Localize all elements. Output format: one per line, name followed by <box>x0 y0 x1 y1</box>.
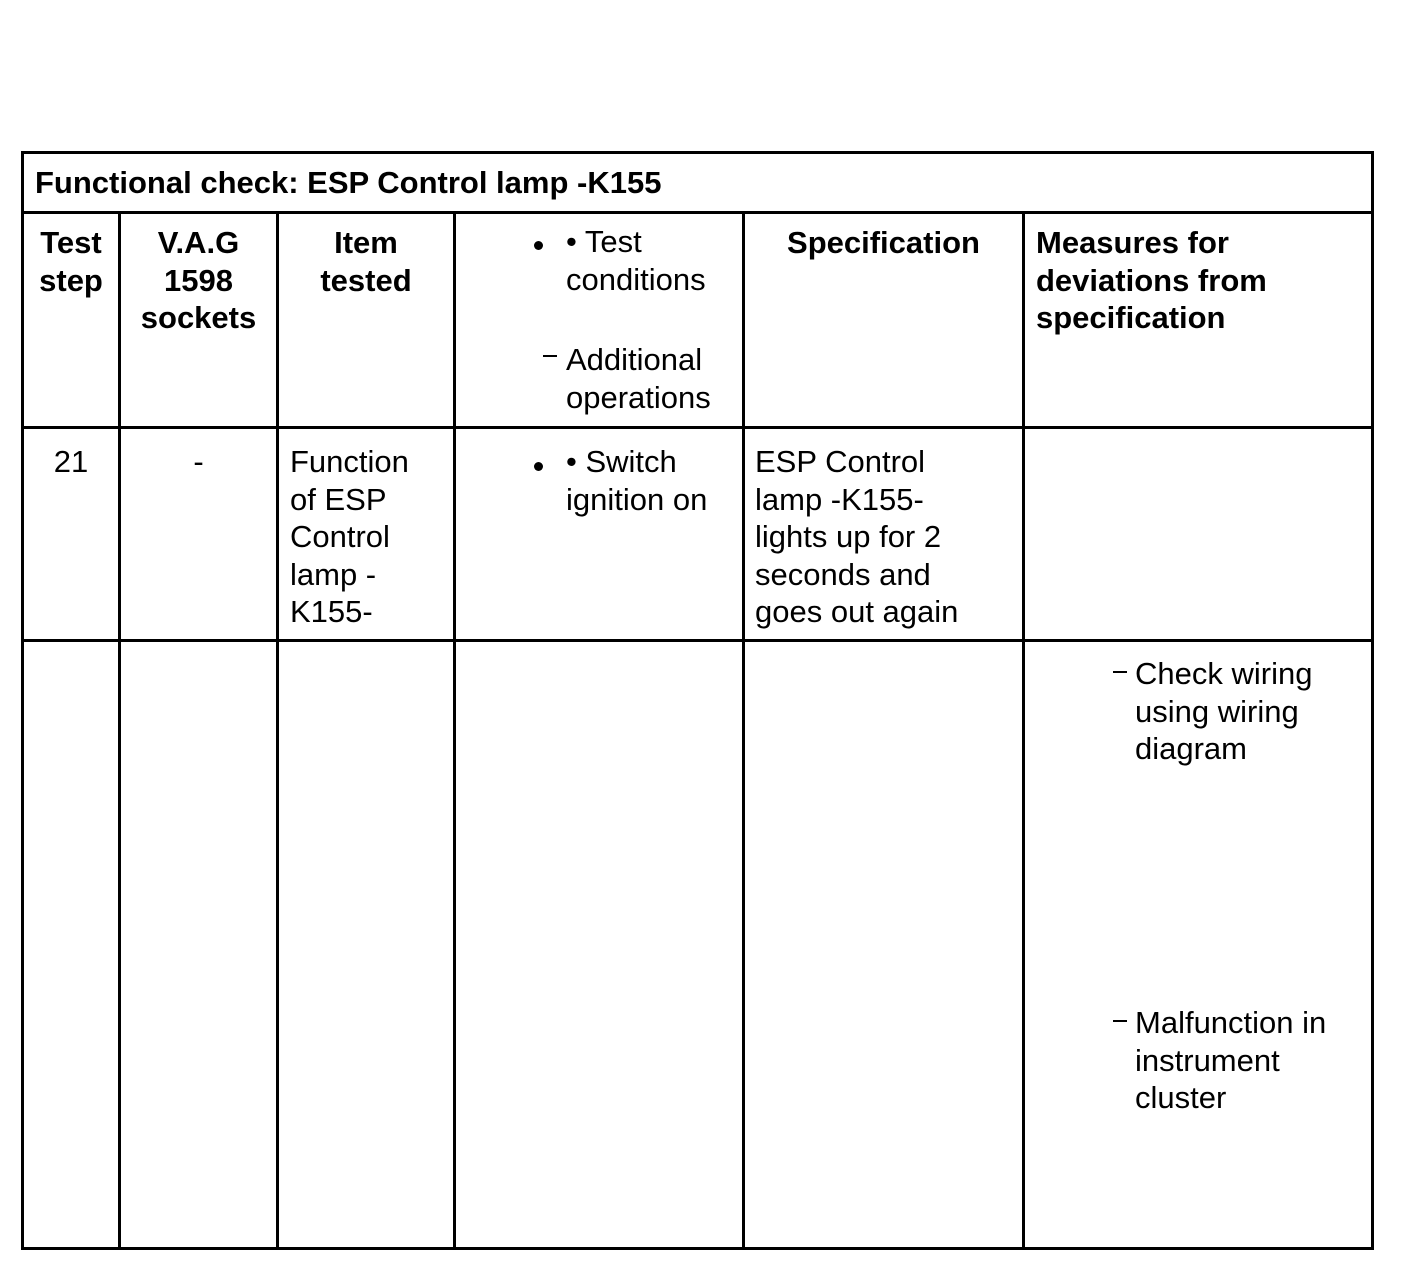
column-divider <box>1022 211 1025 1250</box>
bullet-icon <box>534 241 543 250</box>
measure-item: Check wiring using wiring diagram <box>1135 656 1313 766</box>
header-vag-sockets: V.A.G 1598 sockets <box>140 225 257 335</box>
dash-icon <box>1113 671 1127 673</box>
column-divider <box>118 211 121 1250</box>
cell-item-tested: Function of ESP Control lamp - K155- <box>290 444 409 629</box>
cell-vag-sockets: - <box>193 444 204 479</box>
column-divider <box>742 211 745 1250</box>
title-divider <box>21 211 1374 214</box>
header-additional-operations: Additional operations <box>566 342 711 415</box>
header-measures: Measures for deviations from specification <box>1036 225 1267 335</box>
measure-item: Malfunction in instrument cluster <box>1135 1005 1327 1115</box>
cell-test-step: 21 <box>53 444 89 479</box>
column-divider <box>276 211 279 1250</box>
cell-specification: ESP Control lamp -K155- lights up for 2 seconds and goes out again <box>755 444 959 629</box>
header-specification: Specification <box>787 225 980 260</box>
bullet-icon <box>534 462 543 471</box>
header-test-step: Test step <box>39 225 103 298</box>
dash-icon <box>543 355 557 357</box>
row-divider <box>21 639 1374 642</box>
column-divider <box>453 211 456 1250</box>
cell-test-condition: • Switch ignition on <box>566 444 708 517</box>
header-divider <box>21 426 1374 429</box>
dash-icon <box>1113 1020 1127 1022</box>
table-title: Functional check: ESP Control lamp -K155 <box>35 165 662 200</box>
header-item-tested: Item tested <box>320 225 412 298</box>
header-test-conditions: • Test conditions <box>566 224 706 297</box>
